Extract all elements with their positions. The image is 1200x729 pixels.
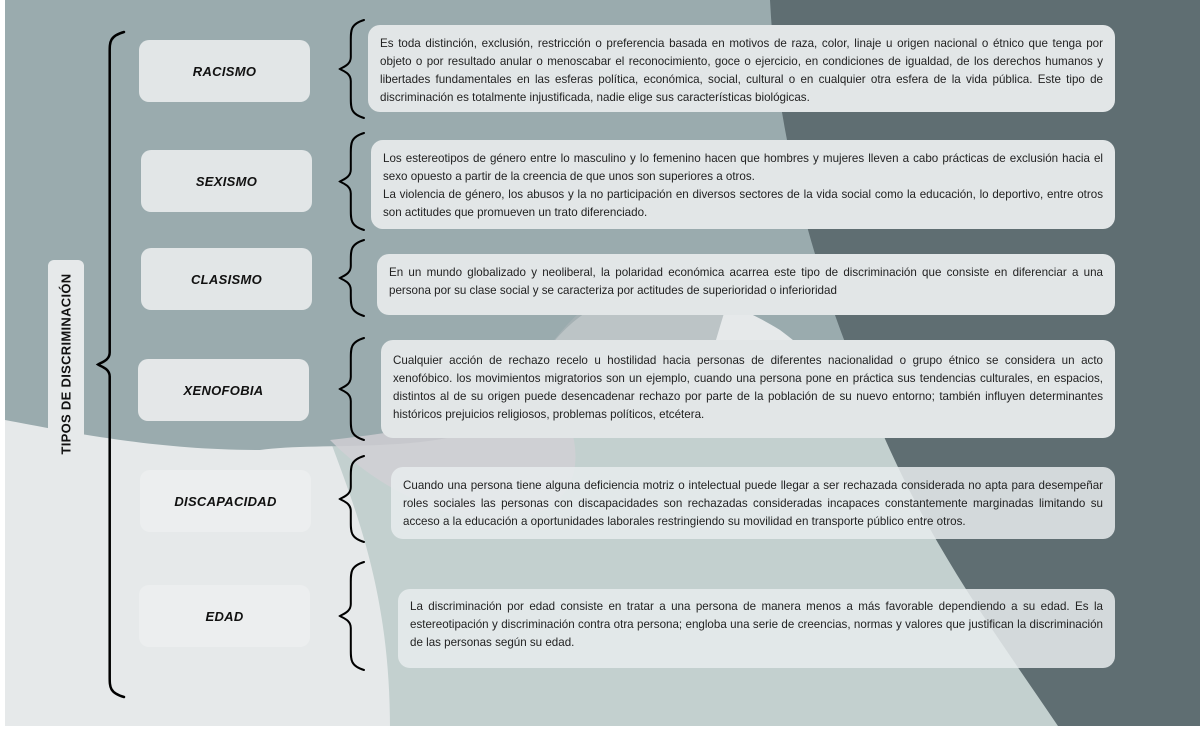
description-text: Es toda distinción, exclusión, restricción o preferencia basada en motivos de raza, color, linaje u origen nacional o étnico que tenga por objeto o por resultado anular o menoscabar el reconocimiento, goce o ejercicio, en condiciones de igualdad, de los derechos humanos y libertades fundamentales en las esferas política, económica, social, cultural o en cualquier otra esfera de la vida pública. Este tipo de discriminación es totalmente injustificada, nadie elige sus características biológicas.: [380, 37, 1103, 104]
description-xenofobia: [381, 340, 1115, 438]
category-clasismo: [141, 248, 312, 310]
description-edad: [398, 589, 1115, 668]
category-discapacidad: [140, 470, 311, 532]
category-label: EDAD: [205, 608, 244, 624]
category-edad: [139, 585, 310, 647]
description-text: Cuando una persona tiene alguna deficiencia motriz o intelectual puede llegar a ser rechazada considerada no apta para desempeñar roles sociales las personas con discapacidades son rechazadas consideradas incapaces constantemente marginadas limitando su acceso a la educación a oportunidades laborales restringiendo su movilidad en transporte público entre otros.: [403, 479, 1103, 528]
description-text: En un mundo globalizado y neoliberal, la polaridad económica acarrea este tipo de discriminación que consiste en diferenciar a una persona por su clase social y se caracteriza por actitudes de superioridad o inferioridad: [389, 266, 1103, 297]
description-sexismo: [371, 140, 1115, 229]
category-label: XENOFOBIA: [183, 382, 264, 398]
category-label: RACISMO: [192, 63, 257, 79]
main-topic-box: [48, 260, 84, 468]
description-text: La violencia de género, los abusos y la no participación en diversos sectores de la vida social como la educación, lo deportivo, entre otros son actitudes que promueven un trato diferenciado.: [383, 188, 1103, 219]
category-racismo: [139, 40, 310, 102]
description-discapacidad: [391, 467, 1115, 539]
description-text: Cualquier acción de rechazo recelo u hostilidad hacia personas de diferentes nacionalidad o grupo étnico se considera un acto xenofóbico. los movimientos migratorios son un ejemplo, cuando una persona pone en práctica sus tendencias culturales, en espacios, distintos al de su origen puede desencadenar rechazo por parte de la población de su nuevo entorno; también influyen determinantes históricos prejuicios religiosos, problemas políticos, etcétera.: [393, 354, 1103, 421]
description-text: La discriminación por edad consiste en tratar a una persona de manera menos a más favorable dependiendo a su edad. Es la estereotipación y discriminación contra otra persona; engloba una serie de creencias, normas y valores que justifican la discriminación de las personas según su edad.: [410, 600, 1103, 649]
category-label: SEXISMO: [195, 173, 258, 189]
category-label: CLASISMO: [190, 271, 262, 287]
category-label: DISCAPACIDAD: [174, 493, 277, 509]
description-racismo: [368, 25, 1115, 112]
description-text: Los estereotipos de género entre lo masculino y lo femenino hacen que hombres y mujeres lleven a cabo prácticas de exclusión hacia el sexo opuesto a partir de la creencia de que unos son superiores a otros.: [383, 152, 1103, 183]
category-xenofobia: [138, 359, 309, 421]
main-topic-title: TIPOS DE DISCRIMINACIÓN: [58, 273, 74, 455]
description-clasismo: [377, 254, 1115, 315]
category-sexismo: [141, 150, 312, 212]
